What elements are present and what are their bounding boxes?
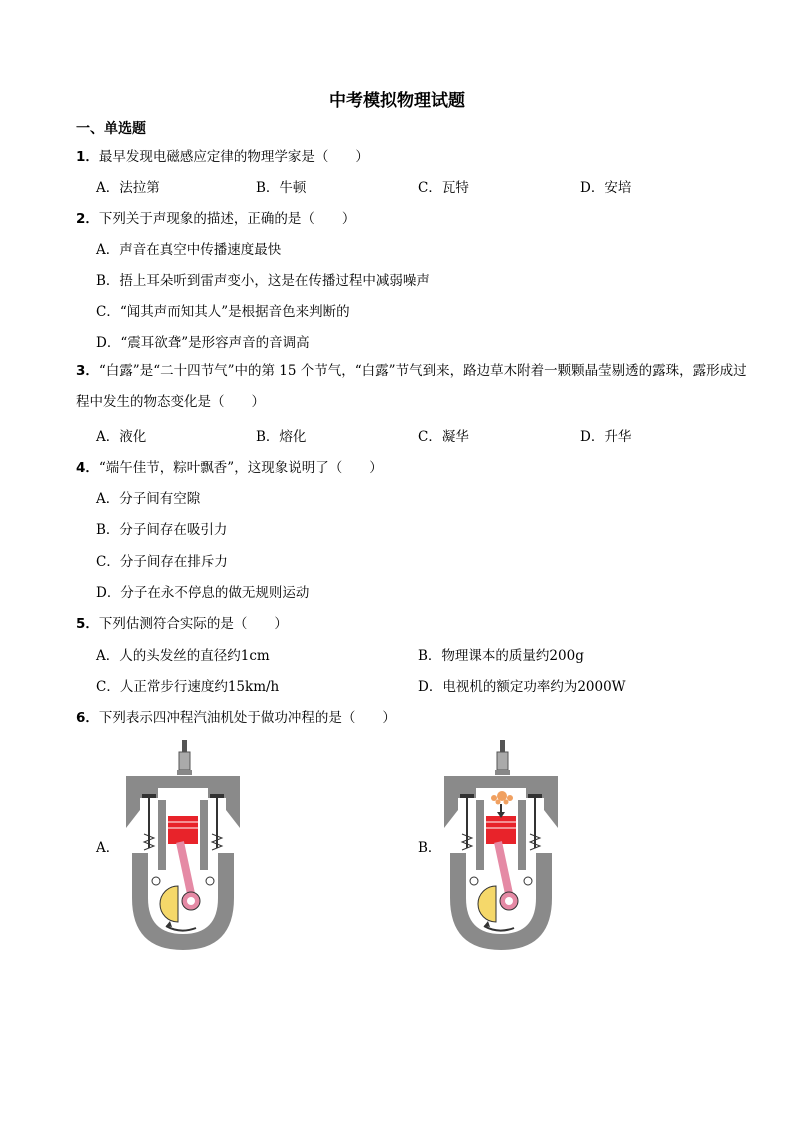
question-3 bbox=[76, 356, 748, 418]
question-1 bbox=[76, 145, 369, 165]
option-a[interactable]: A．法拉第 bbox=[96, 180, 160, 196]
option-a[interactable]: A． bbox=[96, 840, 120, 856]
question-text: 下列估测符合实际的是（ ） bbox=[98, 616, 288, 632]
question-text: “端午佳节，粽叶飘香”，这现象说明了（ ） bbox=[98, 460, 383, 476]
question-number: 2． bbox=[76, 211, 99, 227]
question-text: 最早发现电磁感应定律的物理学家是（ ） bbox=[98, 149, 369, 165]
option-c[interactable]: C．分子间存在排斥力 bbox=[96, 554, 228, 570]
option-a[interactable]: A．分子间有空隙 bbox=[96, 491, 201, 507]
option-b[interactable]: B．熔化 bbox=[256, 429, 307, 445]
option-d[interactable]: D．电视机的额定功率约为2000W bbox=[418, 679, 626, 695]
question-text: “白露”是“二十四节气”中的第 15 个节气，“白露”节气到来，路边草木附着一颗颗晶莹剔透的露珠，露形成过程中发生的物态变化是（ ） bbox=[76, 363, 747, 410]
question-2 bbox=[76, 207, 355, 227]
option-b[interactable]: B． bbox=[418, 840, 442, 856]
section-heading: 一、单选题 bbox=[76, 121, 146, 137]
question-number: 4． bbox=[76, 460, 99, 476]
option-b[interactable]: B．牛顿 bbox=[256, 180, 307, 196]
option-d[interactable]: D．升华 bbox=[580, 429, 632, 445]
option-d[interactable]: D．安培 bbox=[580, 180, 632, 196]
question-number: 3． bbox=[76, 363, 99, 379]
question-number: 1． bbox=[76, 149, 99, 165]
question-6 bbox=[76, 706, 396, 726]
question-4 bbox=[76, 456, 383, 476]
option-d[interactable]: D．分子在永不停息的做无规则运动 bbox=[96, 585, 310, 601]
option-d[interactable]: D．“震耳欲聋”是形容声音的音调高 bbox=[96, 335, 310, 351]
option-c[interactable]: C．“闻其声而知其人”是根据音色来判断的 bbox=[96, 304, 350, 320]
question-text: 下列关于声现象的描述，正确的是（ ） bbox=[98, 211, 356, 227]
engine-diagram-a[interactable] bbox=[118, 738, 248, 953]
option-c[interactable]: C．凝华 bbox=[418, 429, 469, 445]
option-a[interactable]: A．声音在真空中传播速度最快 bbox=[96, 242, 282, 258]
option-a[interactable]: A．人的头发丝的直径约1cm bbox=[96, 648, 270, 664]
question-text: 下列表示四冲程汽油机处于做功冲程的是（ ） bbox=[98, 710, 396, 726]
option-a[interactable]: A．液化 bbox=[96, 429, 147, 445]
option-b[interactable]: B．捂上耳朵听到雷声变小，这是在传播过程中减弱噪声 bbox=[96, 273, 430, 289]
option-c[interactable]: C．人正常步行速度约15km/h bbox=[96, 679, 280, 695]
question-5 bbox=[76, 612, 288, 632]
engine-diagram-b[interactable] bbox=[436, 738, 566, 953]
option-b[interactable]: B．物理课本的质量约200g bbox=[418, 648, 584, 664]
option-b[interactable]: B．分子间存在吸引力 bbox=[96, 522, 228, 538]
page-title: 中考模拟物理试题 bbox=[329, 91, 465, 111]
question-number: 6． bbox=[76, 710, 99, 726]
question-number: 5． bbox=[76, 616, 99, 632]
option-c[interactable]: C．瓦特 bbox=[418, 180, 469, 196]
